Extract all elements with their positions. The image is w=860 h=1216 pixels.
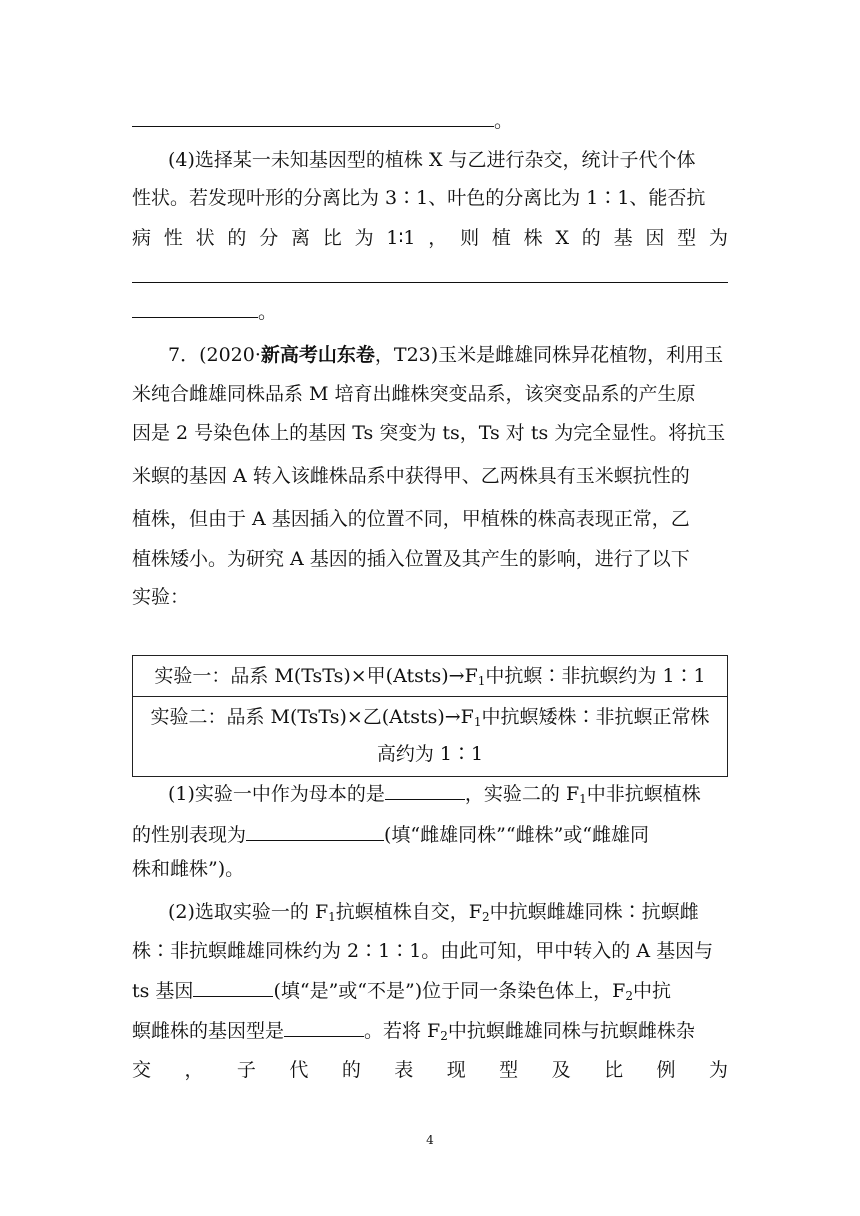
q6-part4-line-3 [132, 225, 728, 251]
p2-text: ts 基因 [132, 980, 194, 1002]
p2-text: 抗螟植株自交，F [335, 901, 482, 923]
subscript: 1 [328, 910, 336, 924]
q7-line5-char: 为 [708, 1059, 728, 1081]
subscript: 2 [481, 910, 490, 924]
experiment-2-row [133, 697, 727, 776]
q7-line5-char: 子 [236, 1059, 256, 1081]
q6-line3-char: 状 [195, 227, 215, 249]
p1-text: ，实验二的 F [464, 783, 580, 805]
answer-blank [132, 266, 728, 283]
exp1-text: 实验一：品系 M(TsTs)×甲(Atsts)→F [154, 665, 478, 687]
q7-part2-line-1 [168, 899, 728, 925]
q7-line5-char: 现 [446, 1059, 466, 1081]
p2-text: 中抗 [632, 980, 671, 1002]
p2-text: (填“是”或“不是”)位于同一条染色体上，F [273, 980, 626, 1002]
subscript: 2 [625, 989, 633, 1003]
q7-part1-line-3: 株和雌株”)。 [132, 858, 245, 880]
p2-text: 中抗螟雌雄同株∶抗螟雌 [489, 901, 699, 923]
q7-line5-char: ， [184, 1059, 204, 1081]
q6-line3-char: 株 [523, 227, 543, 249]
exp2-result: 中抗螟矮株∶非抗螟正常株 [481, 706, 710, 728]
q7-line5-char: 交 [132, 1059, 152, 1081]
q7-part2-line-5 [132, 1057, 728, 1083]
q6-line3-char: 分 [259, 227, 279, 249]
q6-line3-char: 则 [460, 227, 480, 249]
q7-part2-line-2: 株∶非抗螟雌雄同株约为 2∶1∶1。由此可知，甲中转入的 A 基因与 [132, 940, 714, 962]
p2-text: 螟雌株的基因型是 [132, 1020, 285, 1042]
q6-line3-char: 的 [227, 227, 247, 249]
q7-line5-char: 例 [656, 1059, 676, 1081]
q6-line3-char: 比 [322, 227, 342, 249]
answer-line-3 [132, 299, 728, 325]
q6-line3-char: 离 [290, 227, 310, 249]
q7-line5-char: 的 [341, 1059, 361, 1081]
exp2-text: 实验二：品系 M(TsTs)×乙(Atsts)→F [150, 706, 474, 728]
experiment-1-row [133, 656, 727, 697]
q6-line3-char: 病 [132, 227, 152, 249]
p1-text: 的性别表现为 [132, 824, 247, 846]
q6-line3-char: 1∶1 [386, 227, 416, 249]
q6-line3-char: 因 [645, 227, 665, 249]
subscript: 1 [579, 792, 587, 806]
intro-text: ，T23)玉米是雌雄同株异花植物，利用玉 [374, 344, 724, 366]
q7-line5-char: 比 [604, 1059, 624, 1081]
q6-line3-char: ， [428, 227, 448, 249]
q7-intro-line-2: 米纯合雌雄同株品系 M 培育出雌株突变品系，该突变品系的产生原 [132, 383, 696, 405]
answer-blank [246, 824, 384, 841]
q7-intro-line-3: 因是 2 号染色体上的基因 Ts 突变为 ts，Ts 对 ts 为完全显性。将抗玉 [132, 422, 726, 444]
q6-line3-char: 型 [677, 227, 697, 249]
period: 。 [494, 110, 514, 132]
p2-text: 。若将 F [364, 1020, 441, 1042]
q7-part1-line-1 [168, 781, 728, 807]
exam-source: 新高考山东卷 [260, 344, 375, 366]
q7-line5-char: 表 [394, 1059, 414, 1081]
p1-text: 中非抗螟植株 [586, 783, 701, 805]
p1-text: (填“雌雄同株”“雌株”或“雌雄同 [384, 824, 649, 846]
q7-intro-line-5: 植株，但由于 A 基因插入的位置不同，甲植株的株高表现正常，乙 [132, 508, 690, 530]
question-number: 7．(2020· [168, 344, 261, 366]
answer-line-1 [132, 108, 728, 134]
q6-line3-char: 的 [581, 227, 601, 249]
q6-line3-char: 植 [491, 227, 511, 249]
q6-line3-char: X [555, 227, 569, 249]
q7-intro-line-6: 植株矮小。为研究 A 基因的插入位置及其产生的影响，进行了以下 [132, 548, 690, 570]
q6-line3-char: 为 [708, 227, 728, 249]
q6-line3-char: 性 [163, 227, 183, 249]
answer-line-2 [132, 264, 728, 290]
experiment-table [132, 655, 728, 777]
p1-text: (1)实验一中作为母本的是 [168, 783, 385, 805]
page-number: 4 [426, 1133, 434, 1147]
q7-line5-char: 型 [499, 1059, 519, 1081]
subscript: 2 [440, 1029, 448, 1043]
q6-line3-char: 基 [613, 227, 633, 249]
exp1-result: 中抗螟∶非抗螟约为 1∶1 [485, 665, 706, 687]
q6-part4-line-1: (4)选择某一未知基因型的植株 X 与乙进行杂交，统计子代个体 [168, 149, 696, 171]
q7-intro-line-7: 实验： [132, 586, 190, 608]
exp2-line-2: 高约为 1∶1 [376, 743, 484, 765]
subscript: 1 [477, 674, 486, 688]
q7-part2-line-4 [132, 1018, 728, 1044]
q6-line3-char: 为 [354, 227, 374, 249]
answer-blank [284, 1020, 364, 1037]
q7-line5-char: 代 [289, 1059, 309, 1081]
q7-intro-line-1 [168, 342, 728, 368]
answer-blank [193, 980, 273, 997]
q7-part1-line-2 [132, 822, 728, 848]
exp2-line-1 [133, 704, 727, 730]
subscript: 1 [473, 715, 482, 729]
q7-intro-line-4: 米螟的基因 A 转入该雌株品系中获得甲、乙两株具有玉米螟抗性的 [132, 465, 690, 487]
answer-blank [385, 783, 465, 800]
q7-part2-line-3 [132, 978, 728, 1004]
p2-text: (2)选取实验一的 F [168, 901, 329, 923]
period: 。 [258, 301, 278, 323]
p2-text: 中抗螟雌雄同株与抗螟雌株杂 [447, 1020, 695, 1042]
q6-part4-line-2: 性状。若发现叶形的分离比为 3∶1、叶色的分离比为 1∶1、能否抗 [132, 187, 706, 209]
answer-blank [132, 301, 258, 318]
q7-line5-char: 及 [551, 1059, 571, 1081]
answer-blank [132, 110, 494, 127]
